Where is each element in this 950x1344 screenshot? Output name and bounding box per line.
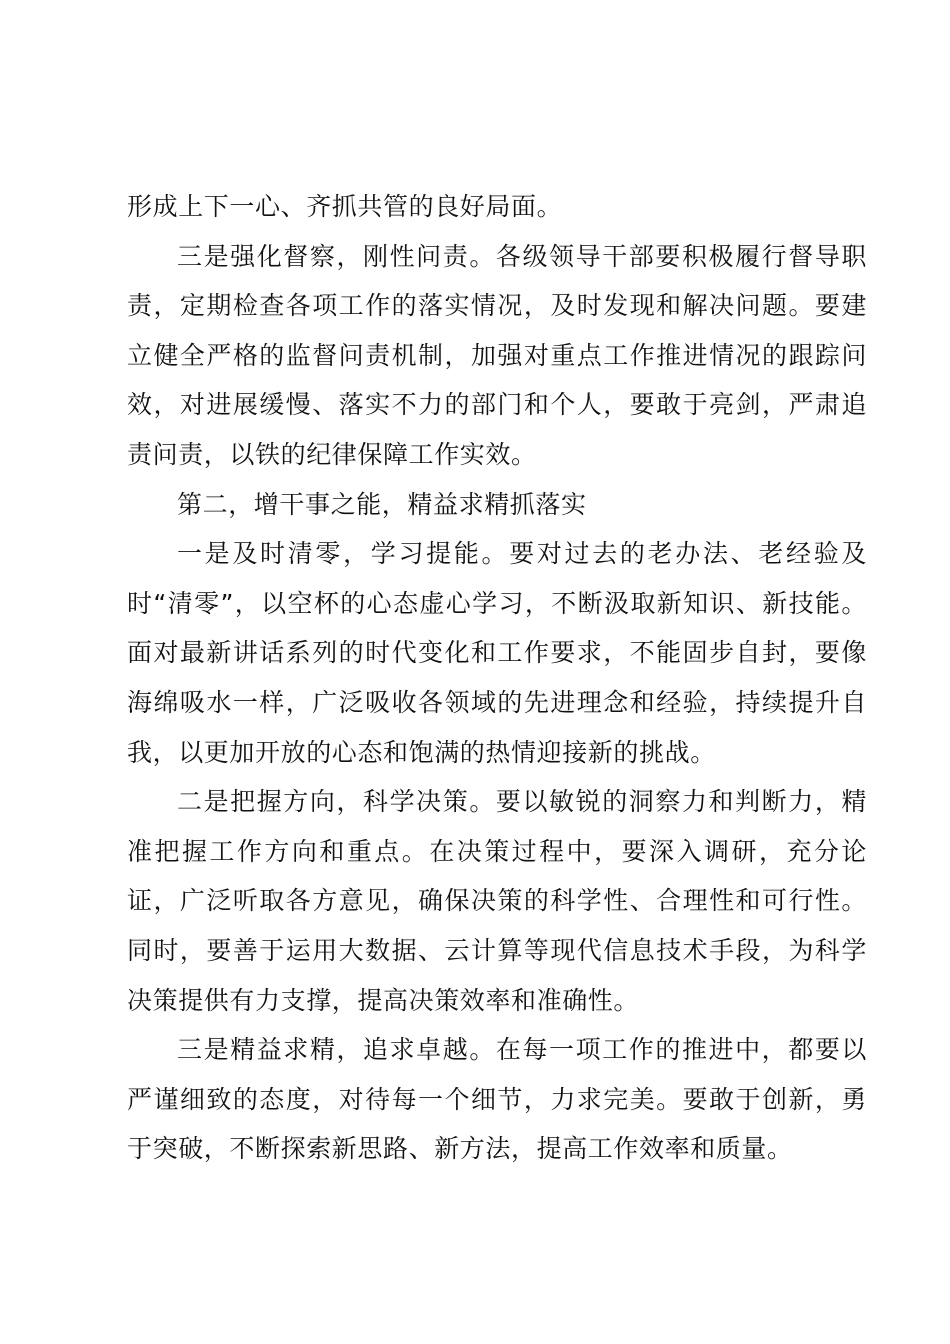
paragraph-supervision: 三是强化督察，刚性问责。各级领导干部要积极履行督导职责，定期检查各项工作的落实情况，及时发现和解决问题。要建立健全严格的监督问责机制，加强对重点工作推进情况的跟踪问效，对进展缓慢、落实不力的部门和个人，要敢于亮剑，严肃追责问责，以铁的纪律保障工作实效。 — [127, 241, 867, 469]
paragraph-continuation: 形成上下一心、齐抓共管的良好局面。 — [127, 192, 563, 221]
paragraph-decision: 二是把握方向，科学决策。要以敏锐的洞察力和判断力，精准把握工作方向和重点。在决策过程中，要深入调研，充分论证，广泛听取各方意见，确保决策的科学性、合理性和可行性。同时，要善于运用大数据、云计算等现代信息技术手段，为科学决策提供有力支撑，提高决策效率和准确性。 — [127, 787, 867, 1015]
paragraph-excellence: 三是精益求精，追求卓越。在每一项工作的推进中，都要以严谨细致的态度，对待每一个细节，力求完美。要敢于创新，勇于突破，不断探索新思路、新方法，提高工作效率和质量。 — [127, 1035, 867, 1164]
paragraph-learning: 一是及时清零，学习提能。要对过去的老办法、老经验及时“清零”，以空杯的心态虚心学习，不断汲取新知识、新技能。面对最新讲话系列的时代变化和工作要求，不能固步自封，要像海绵吸水一样，广泛吸收各领域的先进理念和经验，持续提升自我，以更加开放的心态和饱满的热情迎接新的挑战。 — [127, 539, 867, 767]
section-heading-second: 第二，增干事之能，精益求精抓落实 — [177, 489, 587, 519]
document-body — [127, 182, 867, 1174]
